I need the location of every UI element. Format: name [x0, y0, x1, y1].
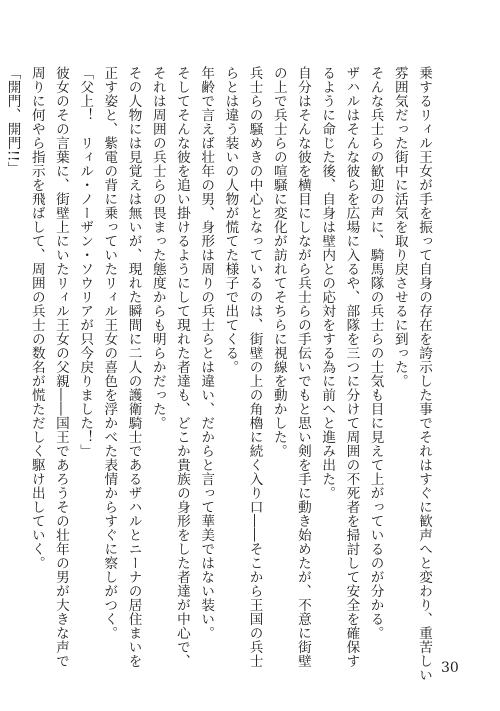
page-number: 30 — [441, 660, 459, 676]
text-line: それは周囲の兵士らの畏まった態度からも明らかだった。 — [149, 66, 166, 430]
text-line: そしてそんな彼を追い掛けるようにして現れた者達も、どこか貴族の身形をした者達が中心で、 — [173, 66, 190, 668]
text-line: らとは違う装いの人物が慌てた様子で出てくる。 — [222, 66, 239, 374]
text-line: そんな兵士らの歓迎の声に、騎馬隊の兵士らの士気も目に見えて上がっているのが分かる。 — [367, 66, 384, 640]
text-line: 「父上！ リィル・ノーザン・ソウリアが只今戻りました！」 — [77, 66, 94, 458]
text-line: 兵士らの騒めきの中心となっているのは、街壁の上の角櫓に続く入り口――そこから王国の兵士 — [246, 66, 263, 668]
text-line: 彼女のその言葉に、街壁上にいたリィル王女の父親――国王であろうその壮年の男が大きな声で — [52, 66, 69, 668]
body-text — [0, 66, 436, 682]
text-line: 自分はそんな彼を横目にしながら兵士らの手伝いでもと思い剣を手に動き始めたが、不意に街壁 — [294, 66, 311, 668]
text-line: 乗するリィル王女が手を振って自身の存在を誇示した事でそれはすぐに歓声へと変わり、重苦しい — [416, 66, 432, 682]
text-line: の上で兵士らの喧騒に変化が訪れてそちらに視線を動かした。 — [270, 66, 287, 458]
text-line: 周りに何やら指示を飛ばして、周囲の兵士の数名が慌ただしく駆け出していく。 — [28, 66, 45, 570]
text-line: 雰囲気だった街中に活気を取り戻させるに到った。 — [391, 66, 408, 388]
text-line: ザハルはそんな彼らを広場に入るや、部隊を三つに分けて周囲の不死者を掃討して安全を確保す — [343, 66, 360, 668]
text-line: その人物には見覚えは無いが、現れた瞬間に二人の護衛騎士であるザハルとニーナの居住まいを — [125, 66, 142, 668]
text-line: 「開門、開門!!」 — [4, 66, 21, 176]
text-line: るように命じた後、自身は壁内との応対をする為に前へと進み出た。 — [319, 66, 336, 500]
text-line: 年齢で言えば壮年の男、身形は周りの兵士らとは違い、だからと言って華美ではない装い。 — [198, 66, 215, 640]
text-line: 正す姿と、紫電の背に乗っていたリィル王女の喜色を浮かべた表情からすぐに察しがつく。 — [101, 66, 118, 640]
